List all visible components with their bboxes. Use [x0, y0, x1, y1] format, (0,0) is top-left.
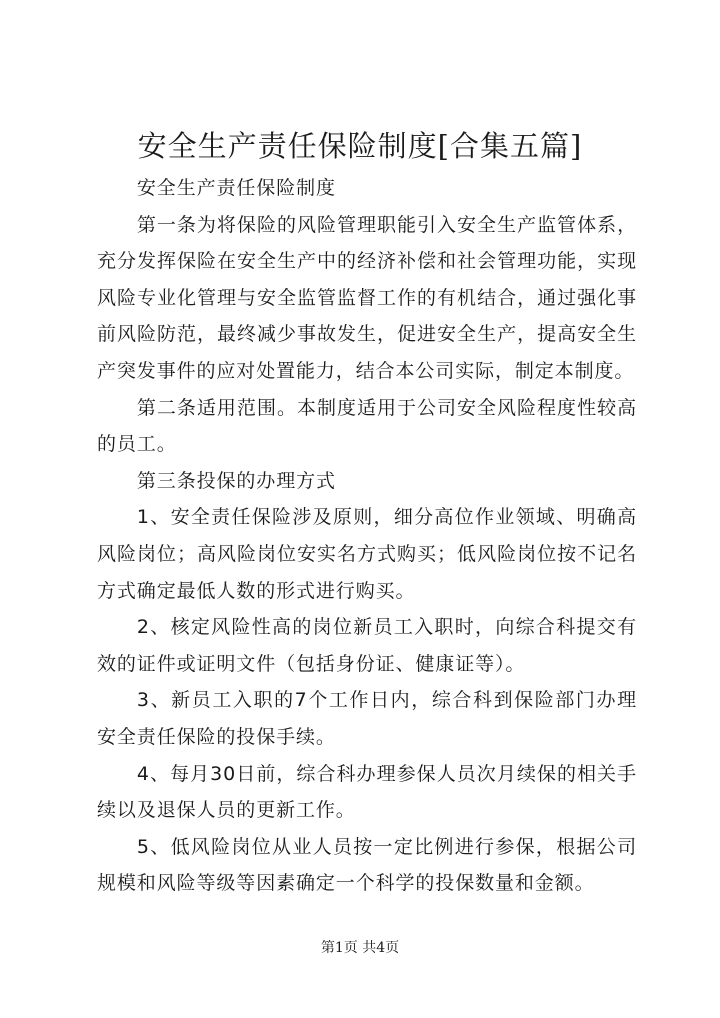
item-5-paragraph: 5、低风险岗位从业人员按一定比例进行参保，根据公司规模和风险等级等因素确定一个科学的投保数量和金额。 [97, 835, 637, 895]
item-3-paragraph: 3、新员工入职的7个工作日内，综合科到保险部门办理安全责任保险的投保手续。 [97, 689, 637, 748]
article-2-paragraph: 第二条适用范围。本制度适用于公司安全风险程度性较高的员工。 [97, 396, 637, 456]
article-3-heading: 第三条投保的办理方式 [136, 469, 336, 492]
item-1-paragraph: 1、安全责任保险涉及原则，细分高位作业领域、明确高风险岗位；高风险岗位安实名方式购买；低风险岗位按不记名方式确定最低人数的形式进行购买。 [97, 506, 637, 602]
page-number-footer: 第1页 共4页 [320, 940, 400, 956]
article-1-paragraph: 第一条为将保险的风险管理职能引入安全生产监管体系，充分发挥保险在安全生产中的经济补偿和社会管理功能，实现风险专业化管理与安全监管监督工作的有机结合，通过强化事前风险防范，最终减少事故发生，促进安全生产，提高安全生产突发事件的应对处置能力，结合本公司实际，制定本制度。 [97, 213, 637, 382]
document-title: 安全生产责任保险制度[合集五篇] [137, 129, 583, 163]
document-body [97, 170, 637, 902]
subtitle-paragraph: 安全生产责任保险制度 [136, 177, 336, 199]
item-4-paragraph: 4、每月30日前，综合科办理参保人员次月续保的相关手续以及退保人员的更新工作。 [97, 762, 637, 822]
item-2-paragraph: 2、核定风险性高的岗位新员工入职时，向综合科提交有效的证件或证明文件（包括身份证、健康证等）。 [97, 616, 637, 675]
